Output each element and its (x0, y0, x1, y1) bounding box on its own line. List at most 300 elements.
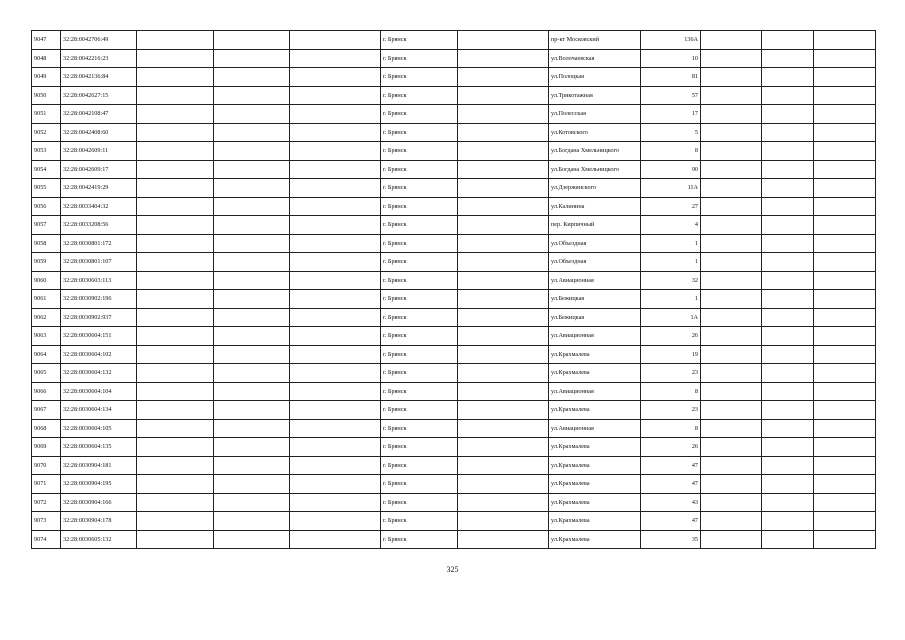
house-number-cell: 90 (641, 160, 701, 179)
house-number-cell: 47 (641, 512, 701, 531)
empty-cell (458, 86, 549, 105)
cadastral-number-cell: 32:28:0042609:17 (61, 160, 137, 179)
house-number-cell: 57 (641, 86, 701, 105)
empty-cell (814, 197, 876, 216)
cadastral-number-cell: 32:28:0030604:132 (61, 364, 137, 383)
row-number-cell: 9048 (32, 49, 61, 68)
street-cell: ул.Крахмалева (549, 475, 641, 494)
row-number-cell: 9071 (32, 475, 61, 494)
empty-cell (701, 86, 762, 105)
table-row (32, 290, 876, 309)
street-cell: ул.Авиационная (549, 419, 641, 438)
house-number-cell: 26 (641, 327, 701, 346)
street-cell: ул.Бежицкая (549, 290, 641, 309)
street-cell: ул.Крахмалева (549, 512, 641, 531)
house-number-cell: 1 (641, 290, 701, 309)
empty-cell (762, 290, 814, 309)
empty-cell (458, 530, 549, 549)
house-number-cell: 8 (641, 382, 701, 401)
table-row (32, 401, 876, 420)
empty-cell (814, 419, 876, 438)
empty-cell (137, 364, 214, 383)
cadastral-number-cell: 32:28:0030604:105 (61, 419, 137, 438)
row-number-cell: 9054 (32, 160, 61, 179)
empty-cell (814, 438, 876, 457)
empty-cell (701, 68, 762, 87)
empty-cell (814, 327, 876, 346)
empty-cell (814, 290, 876, 309)
house-number-cell: 136А (641, 31, 701, 50)
empty-cell (290, 290, 381, 309)
empty-cell (214, 271, 290, 290)
empty-cell (214, 160, 290, 179)
cadastral-number-cell: 32:28:0030604:104 (61, 382, 137, 401)
empty-cell (214, 197, 290, 216)
empty-cell (137, 234, 214, 253)
empty-cell (290, 271, 381, 290)
empty-cell (814, 512, 876, 531)
row-number-cell: 9061 (32, 290, 61, 309)
empty-cell (762, 123, 814, 142)
empty-cell (290, 105, 381, 124)
empty-cell (814, 49, 876, 68)
empty-cell (214, 475, 290, 494)
empty-cell (458, 456, 549, 475)
row-number-cell: 9055 (32, 179, 61, 198)
empty-cell (762, 456, 814, 475)
empty-cell (762, 160, 814, 179)
empty-cell (458, 253, 549, 272)
empty-cell (701, 438, 762, 457)
page-number: 325 (446, 565, 459, 574)
empty-cell (458, 49, 549, 68)
empty-cell (458, 382, 549, 401)
empty-cell (137, 160, 214, 179)
city-cell: г. Брянск (381, 142, 458, 161)
empty-cell (701, 530, 762, 549)
empty-cell (458, 475, 549, 494)
empty-cell (458, 216, 549, 235)
house-number-cell: 47 (641, 475, 701, 494)
house-number-cell: 1 (641, 234, 701, 253)
empty-cell (214, 216, 290, 235)
row-number-cell: 9069 (32, 438, 61, 457)
city-cell: г. Брянск (381, 123, 458, 142)
house-number-cell: 8 (641, 142, 701, 161)
empty-cell (137, 512, 214, 531)
empty-cell (814, 142, 876, 161)
city-cell: г. Брянск (381, 456, 458, 475)
empty-cell (137, 31, 214, 50)
cadastral-number-cell: 32:28:0030604:134 (61, 401, 137, 420)
empty-cell (762, 234, 814, 253)
empty-cell (701, 382, 762, 401)
empty-cell (137, 105, 214, 124)
empty-cell (762, 105, 814, 124)
house-number-cell: 32 (641, 271, 701, 290)
house-number-cell: 81 (641, 68, 701, 87)
city-cell: г. Брянск (381, 179, 458, 198)
empty-cell (137, 419, 214, 438)
row-number-cell: 9062 (32, 308, 61, 327)
empty-cell (290, 31, 381, 50)
street-cell: ул.Полоцкая (549, 68, 641, 87)
house-number-cell: 43 (641, 493, 701, 512)
street-cell: ул.Калинина (549, 197, 641, 216)
empty-cell (762, 86, 814, 105)
street-cell: пер. Кирпичный (549, 216, 641, 235)
table-row (32, 438, 876, 457)
row-number-cell: 9056 (32, 197, 61, 216)
street-cell: пр-кт Московский (549, 31, 641, 50)
empty-cell (214, 253, 290, 272)
empty-cell (762, 179, 814, 198)
empty-cell (214, 86, 290, 105)
empty-cell (458, 419, 549, 438)
empty-cell (458, 142, 549, 161)
table-row (32, 475, 876, 494)
table-row (32, 197, 876, 216)
empty-cell (701, 234, 762, 253)
street-cell: ул.Крахмалева (549, 530, 641, 549)
cadastral-number-cell: 32:28:0030801:107 (61, 253, 137, 272)
empty-cell (290, 86, 381, 105)
empty-cell (701, 493, 762, 512)
empty-cell (290, 142, 381, 161)
empty-cell (137, 382, 214, 401)
house-number-cell: 1А (641, 308, 701, 327)
empty-cell (762, 512, 814, 531)
empty-cell (137, 308, 214, 327)
empty-cell (137, 438, 214, 457)
table-row (32, 512, 876, 531)
cadastral-number-cell: 32:28:0042136:84 (61, 68, 137, 87)
row-number-cell: 9067 (32, 401, 61, 420)
empty-cell (458, 290, 549, 309)
empty-cell (290, 234, 381, 253)
row-number-cell: 9053 (32, 142, 61, 161)
cadastral-number-cell: 32:28:0042216:23 (61, 49, 137, 68)
house-number-cell: 17 (641, 105, 701, 124)
empty-cell (701, 49, 762, 68)
empty-cell (214, 68, 290, 87)
cadastral-number-cell: 32:28:0042706:49 (61, 31, 137, 50)
empty-cell (814, 123, 876, 142)
street-cell: ул.Крахмалева (549, 438, 641, 457)
empty-cell (701, 475, 762, 494)
table-row (32, 160, 876, 179)
cadastral-number-cell: 32:28:0030604:151 (61, 327, 137, 346)
empty-cell (290, 197, 381, 216)
empty-cell (814, 234, 876, 253)
cadastral-number-cell: 32:28:0030904:178 (61, 512, 137, 531)
empty-cell (814, 382, 876, 401)
empty-cell (137, 290, 214, 309)
empty-cell (814, 308, 876, 327)
row-number-cell: 9064 (32, 345, 61, 364)
street-cell: ул.Авиационная (549, 382, 641, 401)
empty-cell (214, 31, 290, 50)
table-row (32, 271, 876, 290)
city-cell: г. Брянск (381, 105, 458, 124)
empty-cell (458, 234, 549, 253)
empty-cell (762, 327, 814, 346)
empty-cell (762, 530, 814, 549)
table-row (32, 234, 876, 253)
house-number-cell: 47 (641, 456, 701, 475)
house-number-cell: 23 (641, 364, 701, 383)
house-number-cell: 1 (641, 253, 701, 272)
empty-cell (290, 308, 381, 327)
empty-cell (458, 179, 549, 198)
cadastral-number-cell: 32:28:0033208:56 (61, 216, 137, 235)
table-row (32, 327, 876, 346)
empty-cell (458, 68, 549, 87)
empty-cell (137, 253, 214, 272)
table-row (32, 530, 876, 549)
empty-cell (137, 530, 214, 549)
empty-cell (137, 475, 214, 494)
city-cell: г. Брянск (381, 419, 458, 438)
table-row (32, 68, 876, 87)
cadastral-number-cell: 32:28:0030605:132 (61, 530, 137, 549)
city-cell: г. Брянск (381, 438, 458, 457)
cadastral-number-cell: 32:28:0042408:60 (61, 123, 137, 142)
city-cell: г. Брянск (381, 86, 458, 105)
empty-cell (458, 512, 549, 531)
city-cell: г. Брянск (381, 31, 458, 50)
empty-cell (762, 438, 814, 457)
empty-cell (137, 327, 214, 346)
empty-cell (701, 31, 762, 50)
empty-cell (701, 419, 762, 438)
registry-body (32, 31, 876, 549)
empty-cell (701, 308, 762, 327)
empty-cell (814, 401, 876, 420)
registry-table (31, 30, 876, 549)
city-cell: г. Брянск (381, 253, 458, 272)
empty-cell (137, 456, 214, 475)
empty-cell (458, 123, 549, 142)
empty-cell (214, 530, 290, 549)
empty-cell (762, 49, 814, 68)
house-number-cell: 35 (641, 530, 701, 549)
street-cell: ул.Крахмалева (549, 364, 641, 383)
empty-cell (762, 253, 814, 272)
empty-cell (290, 345, 381, 364)
empty-cell (214, 345, 290, 364)
table-row (32, 493, 876, 512)
empty-cell (214, 438, 290, 457)
empty-cell (137, 179, 214, 198)
row-number-cell: 9063 (32, 327, 61, 346)
table-row (32, 364, 876, 383)
row-number-cell: 9059 (32, 253, 61, 272)
empty-cell (814, 179, 876, 198)
empty-cell (290, 327, 381, 346)
city-cell: г. Брянск (381, 475, 458, 494)
table-row (32, 253, 876, 272)
empty-cell (814, 31, 876, 50)
empty-cell (137, 197, 214, 216)
street-cell: ул.Трикотажная (549, 86, 641, 105)
empty-cell (814, 456, 876, 475)
empty-cell (290, 49, 381, 68)
empty-cell (701, 216, 762, 235)
street-cell: ул.Дзержинского (549, 179, 641, 198)
row-number-cell: 9047 (32, 31, 61, 50)
empty-cell (137, 86, 214, 105)
empty-cell (214, 105, 290, 124)
empty-cell (762, 308, 814, 327)
street-cell: ул.Богдана Хмельницкого (549, 160, 641, 179)
empty-cell (458, 364, 549, 383)
empty-cell (214, 308, 290, 327)
empty-cell (214, 327, 290, 346)
city-cell: г. Брянск (381, 382, 458, 401)
city-cell: г. Брянск (381, 530, 458, 549)
empty-cell (214, 234, 290, 253)
empty-cell (814, 216, 876, 235)
empty-cell (458, 197, 549, 216)
empty-cell (214, 123, 290, 142)
empty-cell (814, 345, 876, 364)
empty-cell (458, 493, 549, 512)
empty-cell (290, 438, 381, 457)
street-cell: ул.Волочаевская (549, 49, 641, 68)
empty-cell (214, 401, 290, 420)
cadastral-number-cell: 32:28:0030904:181 (61, 456, 137, 475)
empty-cell (814, 475, 876, 494)
empty-cell (762, 31, 814, 50)
empty-cell (701, 364, 762, 383)
row-number-cell: 9057 (32, 216, 61, 235)
row-number-cell: 9052 (32, 123, 61, 142)
empty-cell (214, 456, 290, 475)
empty-cell (762, 382, 814, 401)
empty-cell (290, 68, 381, 87)
empty-cell (214, 290, 290, 309)
empty-cell (458, 401, 549, 420)
empty-cell (290, 401, 381, 420)
city-cell: г. Брянск (381, 327, 458, 346)
empty-cell (458, 345, 549, 364)
row-number-cell: 9050 (32, 86, 61, 105)
street-cell: ул.Крахмалева (549, 401, 641, 420)
row-number-cell: 9049 (32, 68, 61, 87)
house-number-cell: 10 (641, 49, 701, 68)
row-number-cell: 9073 (32, 512, 61, 531)
house-number-cell: 8 (641, 419, 701, 438)
street-cell: ул.Авиационная (549, 271, 641, 290)
cadastral-number-cell: 32:28:0042609:11 (61, 142, 137, 161)
row-number-cell: 9068 (32, 419, 61, 438)
empty-cell (701, 197, 762, 216)
street-cell: ул.Богдана Хмельницкого (549, 142, 641, 161)
empty-cell (701, 105, 762, 124)
empty-cell (214, 142, 290, 161)
empty-cell (701, 456, 762, 475)
table-row (32, 179, 876, 198)
row-number-cell: 9058 (32, 234, 61, 253)
house-number-cell: 5 (641, 123, 701, 142)
house-number-cell: 23 (641, 401, 701, 420)
empty-cell (701, 401, 762, 420)
table-row (32, 49, 876, 68)
empty-cell (701, 327, 762, 346)
empty-cell (290, 253, 381, 272)
empty-cell (137, 68, 214, 87)
city-cell: г. Брянск (381, 512, 458, 531)
empty-cell (290, 364, 381, 383)
empty-cell (214, 49, 290, 68)
empty-cell (814, 493, 876, 512)
empty-cell (701, 290, 762, 309)
empty-cell (701, 179, 762, 198)
empty-cell (290, 216, 381, 235)
street-cell: ул.Полесская (549, 105, 641, 124)
empty-cell (214, 179, 290, 198)
empty-cell (701, 512, 762, 531)
house-number-cell: 26 (641, 438, 701, 457)
table-row (32, 308, 876, 327)
empty-cell (137, 216, 214, 235)
empty-cell (458, 438, 549, 457)
empty-cell (214, 364, 290, 383)
empty-cell (290, 493, 381, 512)
empty-cell (762, 197, 814, 216)
cadastral-number-cell: 32:28:0030902:937 (61, 308, 137, 327)
city-cell: г. Брянск (381, 160, 458, 179)
house-number-cell: 19 (641, 345, 701, 364)
empty-cell (814, 160, 876, 179)
city-cell: г. Брянск (381, 401, 458, 420)
row-number-cell: 9060 (32, 271, 61, 290)
street-cell: ул.Крахмалева (549, 456, 641, 475)
table-row (32, 345, 876, 364)
table-row (32, 86, 876, 105)
row-number-cell: 9051 (32, 105, 61, 124)
empty-cell (762, 271, 814, 290)
city-cell: г. Брянск (381, 290, 458, 309)
cadastral-number-cell: 32:28:0030904:195 (61, 475, 137, 494)
empty-cell (137, 123, 214, 142)
empty-cell (701, 253, 762, 272)
empty-cell (458, 271, 549, 290)
street-cell: ул.Котовского (549, 123, 641, 142)
cadastral-number-cell: 32:28:0030801:172 (61, 234, 137, 253)
empty-cell (762, 216, 814, 235)
empty-cell (137, 493, 214, 512)
city-cell: г. Брянск (381, 493, 458, 512)
table-row (32, 382, 876, 401)
empty-cell (290, 512, 381, 531)
cadastral-number-cell: 32:28:0042108:47 (61, 105, 137, 124)
empty-cell (290, 456, 381, 475)
city-cell: г. Брянск (381, 49, 458, 68)
empty-cell (814, 364, 876, 383)
cadastral-number-cell: 32:28:0030604:135 (61, 438, 137, 457)
house-number-cell: 11А (641, 179, 701, 198)
empty-cell (290, 530, 381, 549)
empty-cell (290, 123, 381, 142)
empty-cell (137, 345, 214, 364)
city-cell: г. Брянск (381, 308, 458, 327)
house-number-cell: 4 (641, 216, 701, 235)
empty-cell (290, 382, 381, 401)
empty-cell (137, 49, 214, 68)
empty-cell (701, 271, 762, 290)
